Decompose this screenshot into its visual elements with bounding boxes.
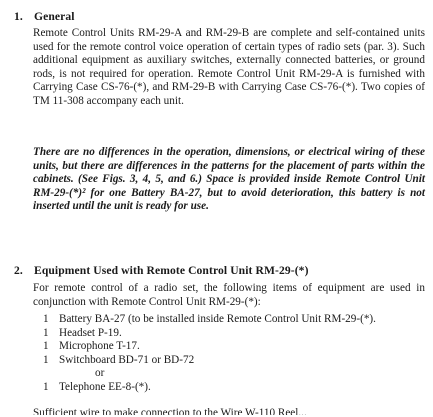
item-text: Telephone EE-8-(*).	[59, 380, 151, 393]
equipment-item-telephone	[43, 381, 423, 395]
item-text: Battery BA-27 (to be installed inside Remote Control Unit RM-29-(*).	[59, 313, 376, 325]
item-qty: 1	[43, 326, 49, 339]
item-text: Headset P-19.	[59, 326, 122, 339]
cut-off-line: Sufficient wire to make connection to the Wire W-110 Reel...	[33, 407, 307, 415]
section-1-heading	[14, 10, 75, 23]
item-qty: 1	[43, 313, 49, 325]
equipment-item-or	[43, 367, 423, 381]
section-2-number: 2.	[14, 264, 23, 277]
equipment-list	[43, 313, 423, 395]
item-qty: 1	[43, 380, 49, 393]
section-1-number: 1.	[14, 10, 23, 23]
equipment-item-microphone	[43, 340, 423, 354]
item-text: Microphone T-17.	[59, 340, 140, 353]
section-2-intro: For remote control of a radio set, the following items of equipment are used in conjunction with Remote Control Unit RM-29-(*):	[33, 282, 425, 308]
item-qty: 1	[43, 353, 49, 366]
section-1-title: General	[34, 10, 75, 23]
item-text: Switchboard BD-71 or BD-72	[59, 353, 195, 366]
item-text: or	[95, 367, 105, 380]
equipment-item-headset	[43, 327, 423, 341]
equipment-item-battery	[43, 313, 423, 327]
section-2-heading	[14, 264, 309, 277]
item-qty: 1	[43, 340, 49, 353]
equipment-item-switchboard	[43, 354, 423, 368]
section-2-title: Equipment Used with Remote Control Unit RM-29-(*)	[34, 264, 309, 277]
section-1-paragraph-2: There are no differences in the operation, dimensions, or electrical wiring of these units, but there are differences in the patterns for the placement of parts within the cabinets. (See Figs. 3, 4, 5, and 6.) Space is provided inside Remote Control Unit RM-29-(*)² for one Battery BA-27, but to avoid deterioration, this battery is not inserted until the unit is ready for use.	[33, 146, 425, 213]
section-1-paragraph-1: Remote Control Units RM-29-A and RM-29-B are complete and self-contained units used for the remote control voice operation of certain types of radio sets (par. 3). Such additional equipment as auxiliary switches, externally connected batteries, or ground rods, is not required for operation. Remote Control Unit RM-29-A is furnished with Carrying Case CS-76-(*), and RM-29-B with Carrying Case CS-76-(*). Two copies of TM 11-308 accompany each unit.	[33, 27, 425, 107]
